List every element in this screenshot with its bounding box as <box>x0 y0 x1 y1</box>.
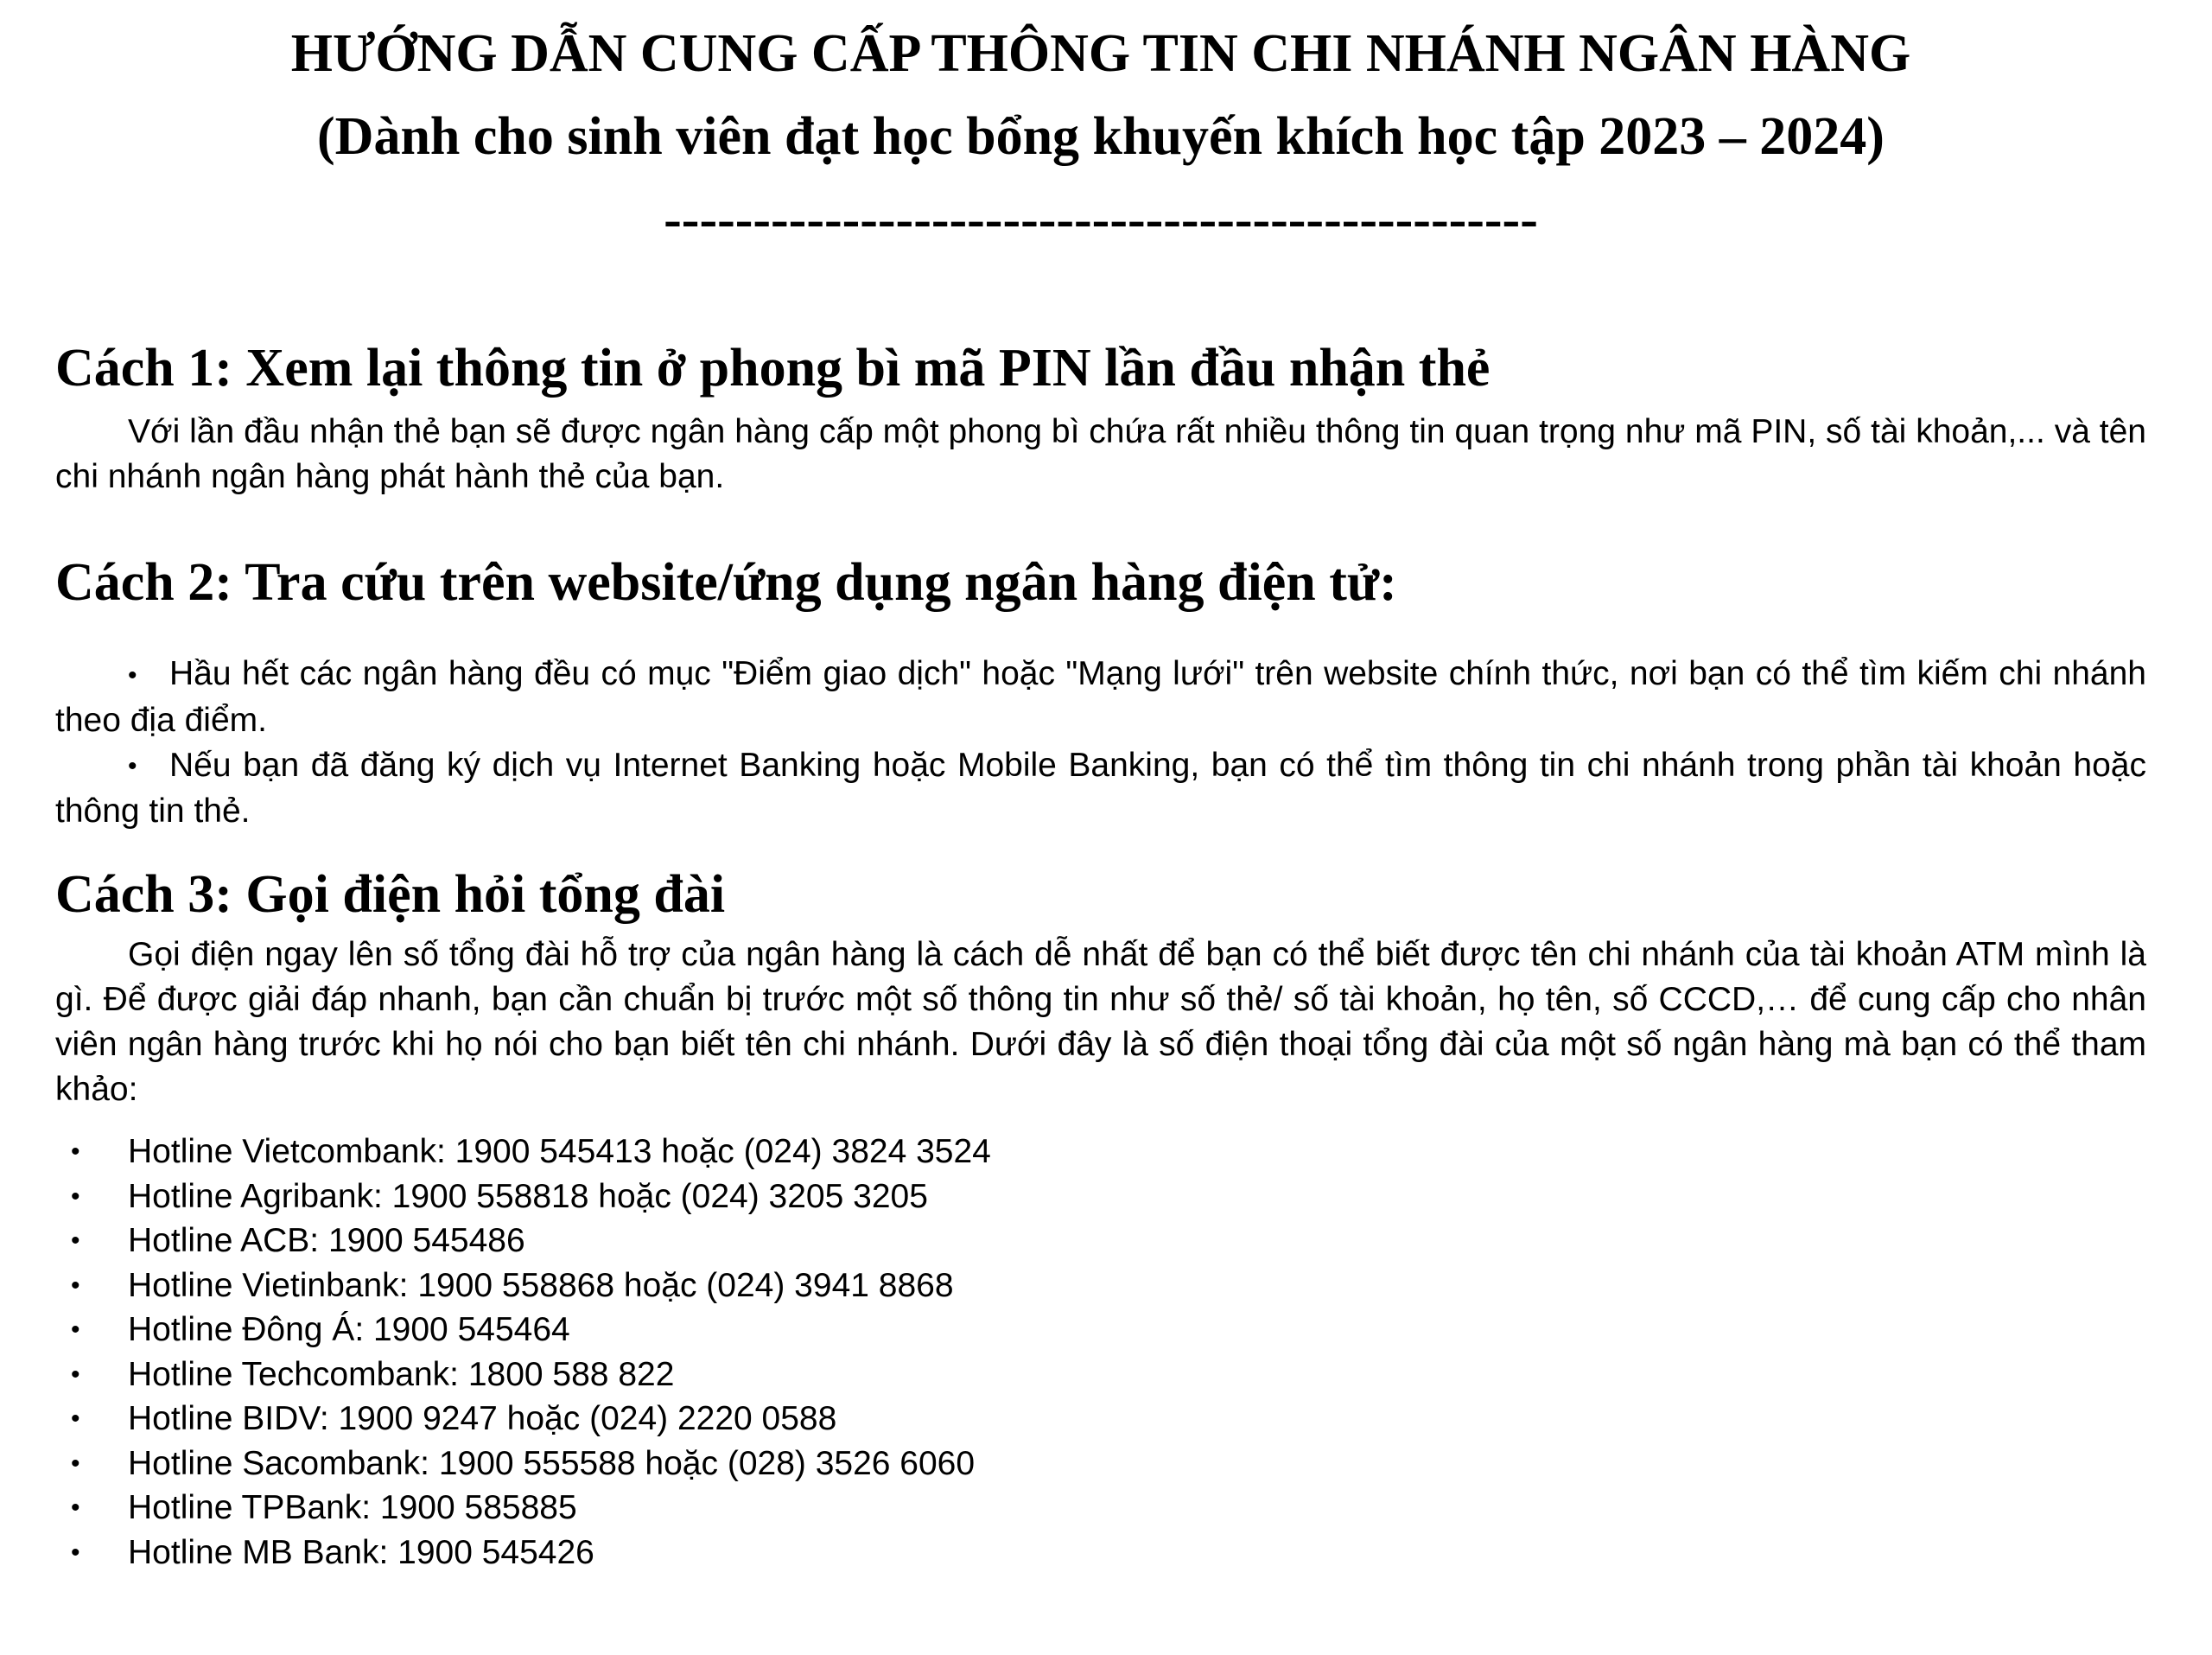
hotline-text: Hotline MB Bank: 1900 545426 <box>128 1533 594 1571</box>
list-item <box>55 1308 2146 1353</box>
bullet-icon: • <box>71 1137 80 1167</box>
hotline-text: Hotline ACB: 1900 545486 <box>128 1222 525 1260</box>
section-2 <box>55 548 2146 834</box>
hotline-text: Hotline BIDV: 1900 9247 hoặc (024) 2220 0588 <box>128 1400 837 1438</box>
section-2-heading: Cách 2: Tra cứu trên website/ứng dụng ngân hàng điện tử: <box>55 553 1397 612</box>
list-item <box>55 1397 2146 1442</box>
hotline-text: Hotline Vietinbank: 1900 558868 hoặc (024) 3941 8868 <box>128 1266 954 1304</box>
hotline-text: Hotline Sacombank: 1900 555588 hoặc (028) 3526 6060 <box>128 1444 976 1482</box>
section-1-body: Với lần đầu nhận thẻ bạn sẽ được ngân hàng cấp một phong bì chứa rất nhiều thông tin quan trọng như mã PIN, số tài khoản,... và tên chi nhánh ngân hàng phát hành thẻ của bạn. <box>55 413 2146 495</box>
list-item <box>55 1486 2146 1531</box>
list-item <box>55 1353 2146 1397</box>
document-title: HƯỚNG DẪN CUNG CẤP THÔNG TIN CHI NHÁNH NGÂN HÀNG <box>290 24 1911 83</box>
list-item <box>55 1174 2146 1219</box>
list-item <box>55 1130 2146 1174</box>
bullet-icon: • <box>128 752 137 781</box>
hotline-text: Hotline Đông Á: 1900 545464 <box>128 1311 570 1349</box>
list-item <box>55 1442 2146 1486</box>
list-item <box>55 1531 2146 1575</box>
section-2-bullet-1-text: Hầu hết các ngân hàng đều có mục "Điểm giao dịch" hoặc "Mạng lưới" trên website chính thức, nơi bạn có thể tìm kiếm chi nhánh theo địa điểm. <box>55 655 2146 739</box>
bullet-icon: • <box>128 660 137 690</box>
list-item <box>55 1219 2146 1264</box>
hotline-text: Hotline Techcombank: 1800 588 822 <box>128 1355 675 1393</box>
bullet-icon: • <box>71 1493 80 1523</box>
title-divider: ------------------------------------------------- <box>664 190 1538 249</box>
hotline-text: Hotline TPBank: 1900 585885 <box>128 1489 577 1527</box>
bullet-icon: • <box>71 1537 80 1567</box>
section-3-heading: Cách 3: Gọi điện hỏi tổng đài <box>55 865 726 925</box>
section-2-bullet-1 <box>55 652 2146 743</box>
section-1 <box>55 334 2146 500</box>
bullet-icon: • <box>71 1270 80 1300</box>
section-1-heading: Cách 1: Xem lại thông tin ở phong bì mã PIN lần đầu nhận thẻ <box>55 339 1491 398</box>
section-2-bullet-2 <box>55 743 2146 835</box>
section-2-bullet-2-text: Nếu bạn đã đăng ký dịch vụ Internet Banking hoặc Mobile Banking, bạn có thể tìm thông tin chi nhánh trong phần tài khoản hoặc thông tin thẻ. <box>55 746 2146 831</box>
hotline-text: Hotline Agribank: 1900 558818 hoặc (024) 3205 3205 <box>128 1177 928 1215</box>
hotline-text: Hotline Vietcombank: 1900 545413 hoặc (024) 3824 3524 <box>128 1133 991 1171</box>
document-subtitle: (Dành cho sinh viên đạt học bổng khuyến khích học tập 2023 – 2024) <box>317 107 1885 166</box>
bullet-icon: • <box>71 1226 80 1256</box>
section-3-body: Gọi điện ngay lên số tổng đài hỗ trợ của ngân hàng là cách dễ nhất để bạn có thể biết được tên chi nhánh của tài khoản ATM mình là gì. Để được giải đáp nhanh, bạn cần chuẩn bị trước một số thông tin như số thẻ/ số tài khoản, họ tên, số CCCD,… để cung cấp cho nhân viên ngân hàng trước khi họ nói cho bạn biết tên chi nhánh. Dưới đây là số điện thoại tổng đài của một số ngân hàng mà bạn có thể tham khảo: <box>55 936 2146 1109</box>
bullet-icon: • <box>71 1315 80 1345</box>
bullet-icon: • <box>71 1448 80 1478</box>
section-3 <box>55 860 2146 1575</box>
bullet-icon: • <box>71 1359 80 1389</box>
bullet-icon: • <box>71 1404 80 1434</box>
document-page <box>55 0 2146 1575</box>
bullet-icon: • <box>71 1181 80 1211</box>
hotline-list <box>55 1130 2146 1575</box>
list-item <box>55 1264 2146 1308</box>
